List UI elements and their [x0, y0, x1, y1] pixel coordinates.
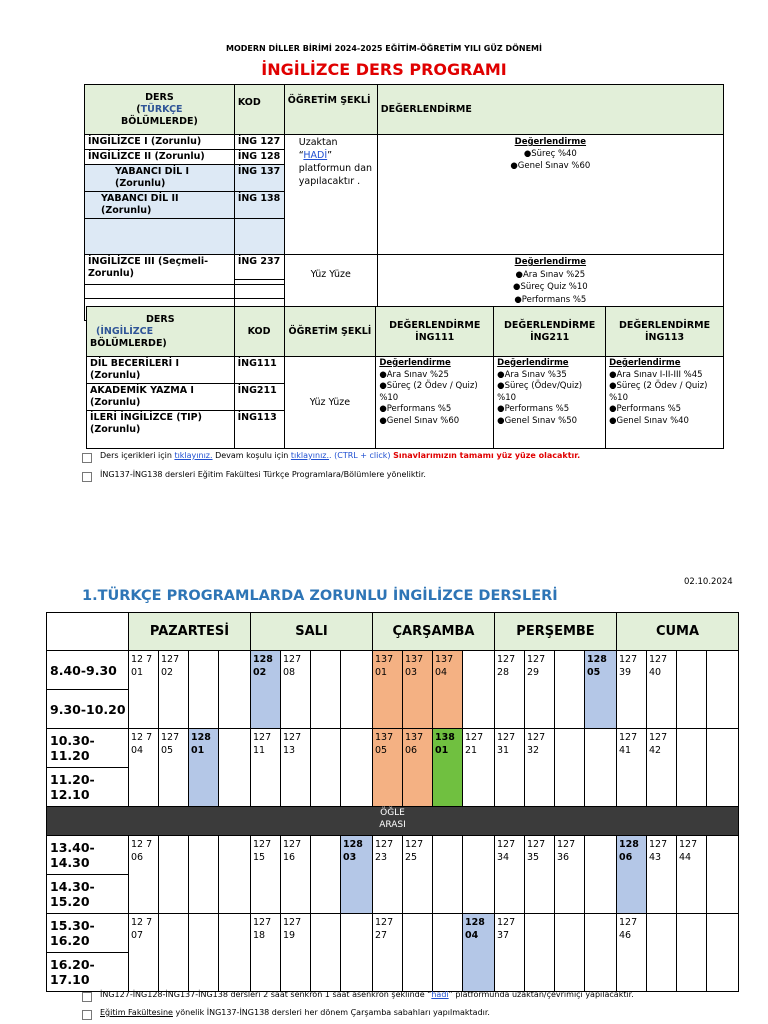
class-slot: 137 03 — [403, 651, 433, 729]
col-header-ders: DERS (TÜRKÇE BÖLÜMLERDE) — [85, 85, 235, 135]
empty-slot — [159, 914, 189, 992]
class-slot: 127 37 — [495, 914, 525, 992]
col-header-ogretim: ÖĞRETİM ŞEKLİ — [284, 85, 377, 135]
empty-slot — [219, 914, 251, 992]
eval-line: ●Genel Sınav %60 — [510, 161, 591, 171]
empty-slot — [707, 914, 739, 992]
hadi-platform-link[interactable]: hadi — [431, 990, 449, 999]
course-code: İNG 138 — [234, 192, 284, 219]
eval-cell-inperson: Değerlendirme ●Ara Sınav %25 ●Süreç Quiz %10 ●Performans %5 — [377, 255, 723, 321]
empty-slot — [525, 914, 555, 992]
header-ders-lang: TÜRKÇE — [140, 103, 183, 115]
class-slot: 12 7 06 — [129, 836, 159, 914]
class-slot: 127 29 — [525, 651, 555, 729]
class-slot: 127 32 — [525, 729, 555, 807]
col-header-ders: DERS (İNGİLİZCE BÖLÜMLERDE) — [87, 307, 235, 357]
note-edu-faculty: İNG137-İNG138 dersleri Eğitim Fakültesi Türkçe Programlara/Bölümlere yöneliktir. — [82, 470, 426, 482]
empty-slot — [219, 651, 251, 729]
class-slot: 128 02 — [251, 651, 281, 729]
class-slot: 137 05 — [373, 729, 403, 807]
course-content-link[interactable]: tıklayınız. — [174, 451, 213, 460]
footer-note-wednesday: Eğitim Fakültesine yönelik İNG137-İNG138 dersleri her dönem Çarşamba sabahları yapılmaktadır. — [82, 1008, 490, 1020]
course-code: İNG 237 — [234, 255, 284, 280]
col-header-eval-ing111: DEĞERLENDİRME İNG111 — [376, 307, 494, 357]
course-code: İNG 128 — [234, 150, 284, 165]
course-name: İNGİLİZCE I (Zorunlu) — [85, 135, 235, 150]
class-slot: 127 43 — [647, 836, 677, 914]
exam-notice: Sınavlarımızın tamamı yüz yüze olacaktır. — [393, 451, 581, 460]
english-depts-course-table — [86, 306, 724, 449]
empty-cell — [234, 284, 284, 298]
attendance-link[interactable]: tıklayınız. — [290, 451, 330, 460]
weekly-schedule-table — [46, 612, 739, 992]
empty-slot — [555, 729, 585, 807]
eval-line: ●Genel Sınav %50 — [497, 415, 578, 426]
education-faculty-link[interactable]: Eğitim Fakültesine — [100, 1008, 173, 1017]
empty-slot — [159, 836, 189, 914]
empty-slot — [555, 914, 585, 992]
class-slot: 128 03 — [341, 836, 373, 914]
course-name: İNGİLİZCE II (Zorunlu) — [85, 150, 235, 165]
org-heading: MODERN DİLLER BİRİMİ 2024-2025 EĞİTİM-ÖĞRETİM YILI GÜZ DÖNEMİ — [225, 44, 542, 53]
empty-slot — [189, 836, 219, 914]
schedule-title: 1.TÜRKÇE PROGRAMLARDA ZORUNLU İNGİLİZCE DERSLERİ — [82, 588, 558, 604]
method-cell-inperson: Yüz Yüze — [284, 255, 377, 321]
day-header: PERŞEMBE — [495, 613, 617, 651]
class-slot: 137 06 — [403, 729, 433, 807]
class-slot: 128 04 — [463, 914, 495, 992]
empty-slot — [341, 729, 373, 807]
time-slot: 13.40-14.30 — [47, 836, 129, 875]
day-header: PAZARTESİ — [129, 613, 251, 651]
eval-cell-remote: Değerlendirme ●Süreç %40 ●Genel Sınav %60 — [377, 135, 723, 255]
corner-cell — [47, 613, 129, 651]
time-slot: 8.40-9.30 — [47, 651, 129, 690]
eval-line: ●Ara Sınav %35 — [497, 369, 567, 380]
col-header-eval-ing113: DEĞERLENDİRME İNG113 — [606, 307, 724, 357]
class-slot: 127 21 — [463, 729, 495, 807]
time-slot: 10.30-11.20 — [47, 729, 129, 768]
class-slot: 127 42 — [647, 729, 677, 807]
eval-line: ●Ara Sınav %25 — [379, 369, 449, 380]
course-code: İNG 127 — [234, 135, 284, 150]
course-code: İNG111 — [234, 357, 284, 384]
eval-line: ●Süreç Quiz %10 — [513, 282, 588, 292]
class-slot: 127 41 — [617, 729, 647, 807]
col-header-eval-ing211: DEĞERLENDİRME İNG211 — [494, 307, 606, 357]
empty-slot — [585, 729, 617, 807]
schedule-date: 02.10.2024 — [684, 577, 733, 587]
course-name: İLERİ İNGİLİZCE (TIP) (Zorunlu) — [87, 411, 235, 449]
empty-slot — [585, 914, 617, 992]
class-slot: 127 31 — [495, 729, 525, 807]
method-cell-remote: Uzaktan “HADİ” platformun dan yapılacaktır . — [284, 135, 377, 255]
class-slot: 127 15 — [251, 836, 281, 914]
col-header-degerlendirme: DEĞERLENDİRME — [377, 85, 723, 135]
eval-line: ●Genel Sınav %40 — [609, 415, 689, 426]
class-slot: 127 08 — [281, 651, 311, 729]
header-ders-suffix: BÖLÜMLERDE) — [121, 115, 198, 127]
empty-slot — [311, 914, 341, 992]
header-ders-text: DERS — [145, 91, 174, 103]
note-links: Ders içerikleri için tıklayınız. Devam koşulu için tıklayınız.. (CTRL + click) Sınavlarımızın tamamı yüz yüze olacaktır. — [82, 451, 580, 463]
eval-line: ●Performans %5 — [609, 404, 682, 414]
time-slot: 14.30-15.20 — [47, 875, 129, 914]
class-slot: 128 05 — [585, 651, 617, 729]
eval-line: ●Performans %5 — [514, 294, 587, 305]
eval-line: ●Genel Sınav %60 — [379, 415, 460, 426]
bullet-checkbox-icon — [82, 472, 92, 482]
course-name: AKADEMİK YAZMA I (Zorunlu) — [87, 384, 235, 411]
bullet-checkbox-icon — [82, 453, 92, 463]
class-slot: 127 18 — [251, 914, 281, 992]
eval-cell-ing113: Değerlendirme ●Ara Sınav I-II-III %45 ●Süreç (2 Ödev / Quiz) %10 ●Performans %5 ●Genel Sınav %40 — [606, 357, 724, 449]
eval-cell-ing111: Değerlendirme ●Ara Sınav %25 ●Süreç (2 Ödev / Quiz) %10 ●Performans %5 ●Genel Sınav %60 — [376, 357, 494, 449]
course-name: DİL BECERİLERİ I (Zorunlu) — [87, 357, 235, 384]
class-slot: 128 06 — [617, 836, 647, 914]
time-slot: 16.20-17.10 — [47, 953, 129, 992]
empty-slot — [463, 651, 495, 729]
course-name: İNGİLİZCE III (Seçmeli-Zorunlu) — [85, 255, 235, 285]
empty-slot — [311, 836, 341, 914]
time-slot: 9.30-10.20 — [47, 690, 129, 729]
class-slot: 12 7 04 — [129, 729, 159, 807]
page-title: İNGİLİZCE DERS PROGRAMI — [261, 60, 507, 79]
course-code: İNG211 — [234, 384, 284, 411]
time-slot: 11.20-12.10 — [47, 768, 129, 807]
time-slot: 15.30-16.20 — [47, 914, 129, 953]
class-slot: 127 39 — [617, 651, 647, 729]
footer-note-sync: İNG127-İNG128-İNG137-İNG138 dersleri 2 saat senkron 1 saat asenkron şeklinde “hadi” platformunda uzaktan/çevrimiçi yapılacaktır. — [82, 990, 634, 1002]
empty-slot — [677, 729, 707, 807]
empty-slot — [433, 914, 463, 992]
eval-line: ●Süreç (2 Ödev / Quiz) %10 — [379, 381, 478, 403]
class-slot: 127 27 — [373, 914, 403, 992]
class-slot: 137 01 — [373, 651, 403, 729]
empty-cell — [85, 219, 235, 255]
empty-slot — [219, 729, 251, 807]
class-slot: 127 40 — [647, 651, 677, 729]
empty-slot — [311, 729, 341, 807]
day-header: CUMA — [617, 613, 739, 651]
empty-slot — [707, 836, 739, 914]
eval-line: ●Süreç (Ödev/Quiz) %10 — [497, 381, 583, 403]
eval-cell-ing211: Değerlendirme ●Ara Sınav %35 ●Süreç (Ödev/Quiz) %10 ●Performans %5 ●Genel Sınav %50 — [494, 357, 606, 449]
class-slot: 12 7 07 — [129, 914, 159, 992]
class-slot: 127 28 — [495, 651, 525, 729]
class-slot: 127 11 — [251, 729, 281, 807]
class-slot: 127 23 — [373, 836, 403, 914]
empty-cell — [234, 219, 284, 255]
day-header: ÇARŞAMBA — [373, 613, 495, 651]
class-slot: 128 01 — [189, 729, 219, 807]
eval-line: ●Süreç %40 — [523, 149, 577, 159]
empty-slot — [555, 651, 585, 729]
class-slot: 127 25 — [403, 836, 433, 914]
class-slot: 127 34 — [495, 836, 525, 914]
class-slot: 127 16 — [281, 836, 311, 914]
class-slot: 127 02 — [159, 651, 189, 729]
empty-slot — [585, 836, 617, 914]
class-slot: 127 05 — [159, 729, 189, 807]
lunch-break-row: ÖĞLE ARASI — [47, 807, 739, 836]
course-name: YABANCI DİL I (Zorunlu) — [85, 165, 235, 192]
eval-line: ●Performans %5 — [497, 404, 570, 414]
empty-slot — [463, 836, 495, 914]
class-slot: 138 01 — [433, 729, 463, 807]
class-slot: 127 35 — [525, 836, 555, 914]
empty-slot — [707, 651, 739, 729]
class-slot: 127 46 — [617, 914, 647, 992]
empty-slot — [707, 729, 739, 807]
bullet-checkbox-icon — [82, 992, 92, 1002]
class-slot: 127 36 — [555, 836, 585, 914]
class-slot: 127 19 — [281, 914, 311, 992]
col-header-ogretim: ÖĞRETİM ŞEKLİ — [284, 307, 376, 357]
class-slot: 137 04 — [433, 651, 463, 729]
course-name: YABANCI DİL II (Zorunlu) — [85, 192, 235, 219]
class-slot: 127 13 — [281, 729, 311, 807]
method-cell: Yüz Yüze — [284, 357, 376, 449]
empty-slot — [403, 914, 433, 992]
eval-line: ●Ara Sınav I-II-III %45 — [609, 369, 703, 380]
empty-slot — [341, 651, 373, 729]
class-slot: 12 7 01 — [129, 651, 159, 729]
empty-slot — [341, 914, 373, 992]
empty-slot — [677, 914, 707, 992]
course-code: İNG 137 — [234, 165, 284, 192]
empty-slot — [311, 651, 341, 729]
empty-slot — [189, 914, 219, 992]
eval-line: ●Ara Sınav %25 — [515, 269, 586, 280]
day-header: SALI — [251, 613, 373, 651]
empty-slot — [219, 836, 251, 914]
empty-cell — [85, 284, 235, 298]
bullet-checkbox-icon — [82, 1010, 92, 1020]
empty-slot — [677, 651, 707, 729]
empty-slot — [433, 836, 463, 914]
hadi-link[interactable]: HADİ — [303, 150, 328, 161]
eval-line: ●Performans %5 — [379, 404, 452, 414]
empty-slot — [647, 914, 677, 992]
empty-slot — [189, 651, 219, 729]
turkish-depts-course-table — [84, 84, 724, 321]
class-slot: 127 44 — [677, 836, 707, 914]
eval-line: ●Süreç (2 Ödev / Quiz) %10 — [609, 381, 708, 403]
col-header-kod: KOD — [234, 85, 284, 135]
col-header-kod: KOD — [234, 307, 284, 357]
course-code: İNG113 — [234, 411, 284, 449]
